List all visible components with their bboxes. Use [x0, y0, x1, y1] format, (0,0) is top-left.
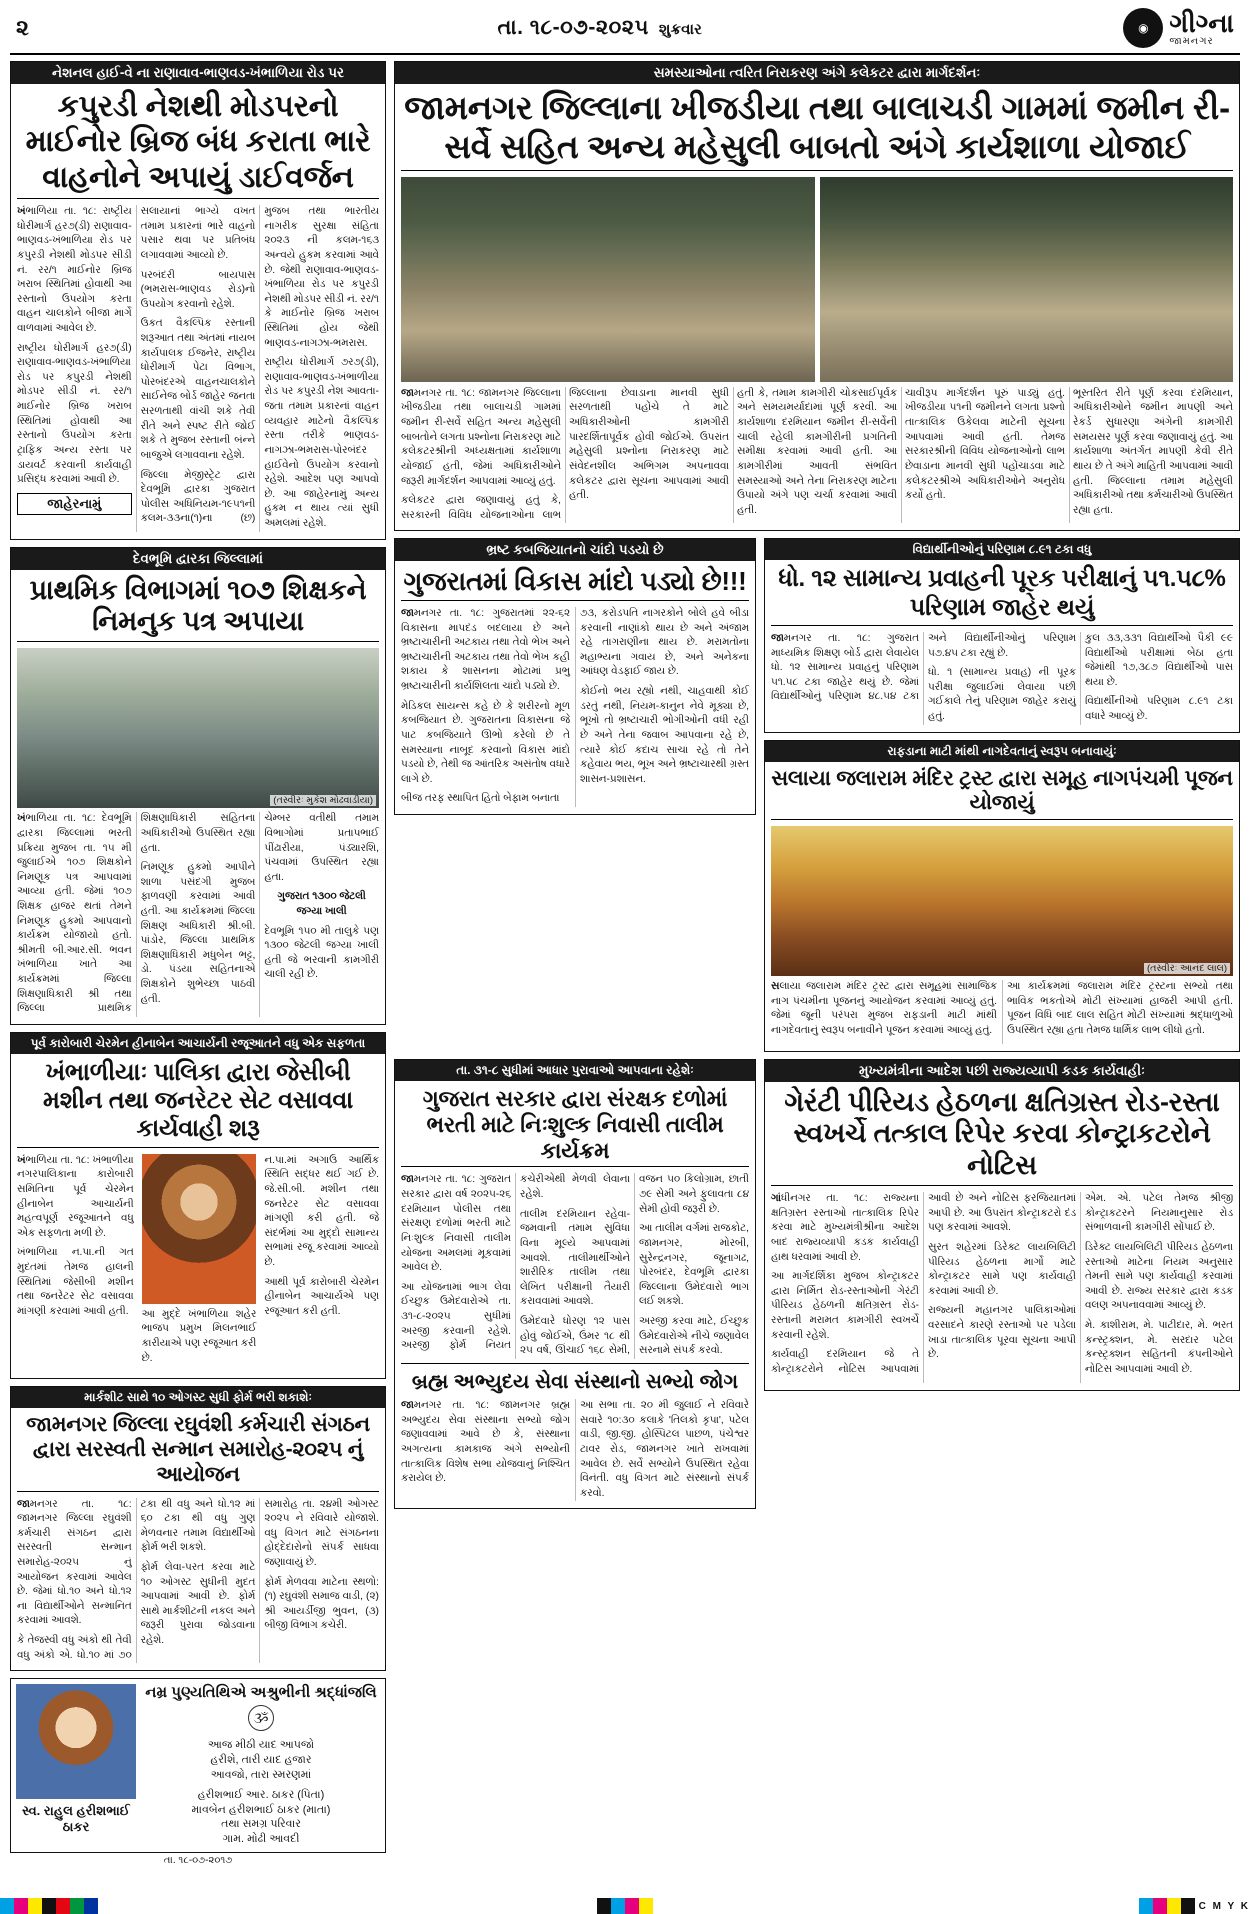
paragraph: ખંભાળિયા તા. ૧૮: દેવભૂમિ દ્વારકા જિલ્લામાં ભરતી પ્રક્રિયા મુજબ તા. ૧૫ મી જુલાઈએ ૧૦૭ શિક્ષકોને નિમણૂક પત્ર આપવામાં આવ્યા હતી. જેમાં ૧૦૭ શિક્ષક હાજર થતાં તેમને નિમણૂક હુકમો આપવાનો કાર્યક્રમ યોજાયો હતો. શ્રીમતી બી.આર.સી. ભવન ખંભાળિયા ખાતે આ કાર્યક્રમમાં જિલ્લા શિક્ષણાધિકારી શ્રી તથા જિલ્લા પ્રાથમિક શિક્ષણાધિકારી સહિતના અધિકારીઓ ઉપસ્થિત રહ્યા હતા.: [17, 813, 256, 1015]
paragraph: આથી પૂર્વ કારોબારી ચેરમેન હીનાબેન આચાર્યએ પણ રજૂઆત કરી હતી.: [264, 1276, 379, 1317]
paragraph: આ મુદ્દે ખંભાળિયા શહેર ભાજપ પ્રમુખ મિલનભાઈ કારીયાએ પણ રજૂઆત કરી છે.: [141, 1308, 257, 1364]
paragraph: અરજી કરવા માટે, ઈચ્છુક ઉમેદવારોએ નીચે જણાવેલ સરનામે સંપર્ક કરવો.: [639, 1315, 749, 1357]
paragraph: ઉકત વૈકલ્પિક રસ્તાની શરૂઆત તથા અંતમાં નાયબ કાર્યપાલક ઈજનેર, રાષ્ટ્રીય ધોરીમાર્ગ પેટા વિભાગ, પોરબંદરએ વાહનચાલકોને સાઈનેજ બોર્ડ જાહેર જનતા સરળતાથી વાંચી શકે તેવી રીતે અને સ્પષ્ટ રીતે જોઈ શકે તે મુજબ રસ્તાની બંન્ને બાજુએ લગાવવાના રહેશે.: [140, 318, 256, 461]
article-collector-kicker: સમસ્યાઓના ત્વરિત નિરાકરણ અંગે કલેકટર દ્વારા માર્ગદર્શનઃ: [395, 62, 1239, 84]
paragraph: જામનગર તા. ૧૮: ગુજરાત સરકાર દ્વારા વર્ષ ૨૦૨૫-૨૬ દરમિયાન પોલીસ તથા સંરક્ષણ દળોમાં ભરતી માટે નિઃશુલ્ક નિવાસી તાલીમ યોજના અમલમાં મૂકવામાં આવેલ છે.: [401, 1174, 511, 1274]
pull-quote: ગુજરાત ૧૩૦૦ જેટલી જગ્યા ખાલી: [277, 891, 366, 917]
paragraph: પરબંદરી બાયપાસ (ભમરાસ-ભાણવડ રોડ)નો ઉપયોગ કરવાનો રહેશે.: [140, 269, 256, 310]
paragraph: આ માર્ગદર્શિકા મુજબ કોન્ટ્રાકટર દ્વારા નિર્મિત રોડ-રસ્તાઓની ગેરંટી પીરિયડ હેઠળની ક્ષતિગ્રસ્ત રોડ-રસ્તાની મરામત કામગીરી સ્વખર્ચે કરવાની રહેશે.: [771, 1271, 919, 1341]
paragraph: દેવભૂમિ ૧૫૦ મી તાલુકે પણ ૧૩૦૦ જેટલી જગ્યા ખાલી હતી જે ભરવાની કામગીરી ચાલી રહી છે.: [264, 925, 379, 981]
colorbar-center: [417, 1898, 834, 1914]
logo-mark-icon: ◉: [1123, 8, 1163, 48]
paragraph: જામનગર તા. ૧૮: જામનગર બ્રહ્મ અભ્યુદય સેવા સંસ્થાના સભ્યો જોગ જણાવવામાં આવે છે કે, સંસ્થાના અગત્યના કામકાજ અંગે સભ્યોની તાત્કાલિક વિશેષ સભા યોજવાનું નિશ્ચિત કરાયેલ છે.: [401, 1400, 570, 1485]
obituary-date: તા. ૧૮-૦૭-૨૦૧૭: [163, 1855, 233, 1867]
article-collector: [394, 61, 1240, 531]
paragraph: કુલ ૩૩,૩૩૧ વિદ્યાર્થીઓ પૈકી ૯૯ વિદ્યાર્થીઓ પરીક્ષામાં બેઠા હતા જેમાંથી ૧૭,૩૮૭ વિદ્યાર્થીઓ પાસ થયા છે.: [1085, 632, 1233, 688]
paragraph: ભૂસ્તરિત રીતે પૂર્ણ કરવા દરમિયાન, અધિકારીઓને જમીન માપણી અને રેકર્ડ સુધારણા અંગેની કામગીરી સમયસર પૂર્ણ કરવા જણાવાયું હતું. આ કાર્યશાળા અંતર્ગત માપણી કેવી રીતે થાય છે તે અંગે માહિતી આપવામાં આવી હતી. જિલ્લાના તમામ મહેસુલી અધિકારીઓ તથા કર્મચારીઓ ઉપસ્થિત રહ્યા હતા.: [1073, 387, 1233, 516]
article-exam: [764, 538, 1240, 732]
paragraph: એમ. એ. પટેલ તેમજ શ્રીજી કોન્ટ્રાકટરને નિયમાનુસાર રોડ સંભાળવાની કામગીરી સોંપાઈ છે.: [1085, 1193, 1233, 1234]
logo-title: ગીગ્ના: [1169, 7, 1234, 38]
masthead: [10, 6, 1240, 55]
newspaper-logo: [1123, 8, 1234, 48]
article-exam-headline: ધો. ૧૨ સામાન્ય પ્રવાહની પૂરક પરીક્ષાનું ૫૧.૫૮% પરિણામ જાહેર થયું: [771, 565, 1233, 626]
article-guarantee: [764, 1059, 1240, 1391]
photo-caption: (તસ્વીરઃ મુકેશ મોઢવાડીયા): [270, 795, 376, 806]
paragraph: બીજ તરફ સ્થાપિત હિતો બેફામ બનાતા: [401, 793, 560, 805]
temple-photo: [771, 826, 1233, 976]
paragraph: જામનગર તા. ૧૮: જામનગર જિલ્લા રઘુવંશી કર્મચારી સંગઠન દ્વારા સરસ્વતી સન્માન સમારોહ-૨૦૨૫ નું આયોજન કરવામાં આવેલ છે. જેમાં ધો.૧૦ અને ધો.૧૨ ના વિદ્યાર્થીઓને સન્માનિત કરવામાં આવશે.: [17, 1498, 132, 1627]
paragraph: આ તાલીમ વર્ગમાં રાજકોટ, જામનગર, મોરબી, સુરેન્દ્રનગર, જૂનાગઢ, પોરબંદર, દેવભૂમિ દ્વારકા જિલ્લાના ઉમેદવારો ભાગ લઈ શકશે.: [639, 1223, 749, 1308]
paragraph: ડિરેક્ટ લાયબિલિટી પીરિયડ હેઠળના રસ્તાઓ માટેના નિયમ અનુસાર તેમની સામે પણ કાર્યવાહી કરવામાં આવી છે. રાજ્ય સરકાર દ્વારા કડક વલણ અપનાવવામાં આવ્યું છે.: [1085, 1242, 1233, 1312]
paragraph: મેડિકલ સાયન્સ કહે છે કે શરીરનો મૂળ કબજિયાત છે. ગુજરાતના વિકાસના જે પાટ કબજિયાતે ઊભો કરેલો છે તે સમસ્યાના નાબૂદ કરવાનો વિકાસ માંદો પડયો છે, તેથી જ આંતરિક અસંતોષ વધારે લાગે છે.: [401, 700, 570, 785]
paragraph: ન.પા.માં અગાઉ આર્થિક સ્થિતિ સદ્ધર થઈ ગઈ છે. જે.સી.બી. મશીન તથા જનરેટર સેટ વસાવવા માંગણી કરી હતી. જે સંદર્ભમાં આ મુદ્દો સામાન્ય સભામાં રજૂ કરવામાં આવ્યો છે.: [264, 1154, 379, 1269]
paragraph: વિદ્યાર્થીનીઓ પરિણામ ૮.૯૧ ટકા વધારે આવ્યું છે.: [1085, 696, 1233, 723]
paragraph: ખંભાળિયા તા. ૧૮: રાષ્ટ્રીય ધોરીમાર્ગ હર૭(ડી) રાણાવાવ-ભાણવડ-ખંભાળિયા રોડ પર કપુરડી નેશથી મોડપર સીડી નં. રર/૧ માઈનોર બ્રિજ ખરાબ સ્થિતિમાં હોવાથી આ રસ્તાનો ઉપયોગ કરતા વાહન ચાલકોને બીજા માર્ગે વાળવામાં આવેલ છે.: [17, 206, 132, 335]
article-marksheet-kicker: માર્કશીટ સાથે ૧૦ ઓગસ્ટ સુધી ફોર્મ ભરી શકાશેઃ: [11, 1387, 385, 1408]
article-teachers-kicker: દેવભૂમિ દ્વારકા જિલ્લામાં: [11, 548, 385, 570]
om-icon: ૐ: [248, 1705, 274, 1731]
obituary-family: ગામ. મોઢી આવદી: [222, 1833, 300, 1846]
article-jcb-headline: ખંભાળીયાઃ પાલિકા દ્વારા જેસીબી મશીન તથા જનરેટર સેટ વસાવવા કાર્યવાહી શરૂ: [17, 1059, 379, 1148]
article-jcb-kicker: પૂર્વ કારોબારી ચેરમેન હીનાબેન આચાર્યની રજૂઆતને વધુ એક સફળતા: [11, 1033, 385, 1054]
left-column: [10, 61, 386, 1866]
color-registration-bar: [0, 1898, 1250, 1914]
notice-label: જાહેરનામું: [17, 493, 132, 515]
paragraph: રાજ્યની મહાનગર પાલિકાઓમાં વરસાદને કારણે રસ્તાઓ પર પડેલા ખાડા તાત્કાલિક પૂરવા સૂચના આપી છે.: [928, 1305, 1076, 1361]
article-guarantee-headline: ગેરંટી પીરિયડ હેઠળના ક્ષતિગ્રસ્ત રોડ-રસ્તા સ્વખર્ચે તત્કાલ રિપેર કરવા કોન્ટ્રાકટરોને નોટિસ: [771, 1087, 1233, 1187]
colorbar-right: [833, 1898, 1250, 1914]
article-temple-headline: સલાયા જલારામ મંદિર ટ્રસ્ટ દ્વારા સમૂહ નાગપંચમી પૂજન યોજાયું: [771, 767, 1233, 821]
paragraph: જિલ્લા મેજીસ્ટ્રેટ દ્વારા દેવભૂમિ દ્વારકા ગુજરાત પોલીસ અધિનિયમ-૧૯૫૧ની કલમ-૩૩ના(૧)ના (છ) મુજબ તથા ભારતીય નાગરીક સુરક્ષા સંહિતા ૨૦૨૩ ની કલમ-૧૬૩ અન્વયે હુકમ કરવામાં આવે છે. જેથી રાણાવાવ-ભાણવડ-ખંભાળિયા રોડ પર કપુરડી નેશથી મોડપર સીડી નં. રર/૧ કે માઈનોર બ્રિજ ખરાબ સ્થિતિમાં હોય જેથી ભાણવડ-નાગઝા-ભમરાસ.: [140, 206, 379, 525]
paragraph: મે. કાશીરામ, મે. પાટીદાર, મે. ભરત કન્સ્ટ્રક્શન, મે. સરદાર પટેલ કન્સ્ટ્રક્શન સહિતની કંપનીઓને નોટિસ આપવામાં આવી છે.: [1085, 1320, 1233, 1375]
article-guarantee-kicker: મુખ્યમંત્રીના આદેશ પછી રાજ્યવ્યાપી કડક કાર્યવાહીઃ: [765, 1060, 1239, 1082]
article-corruption-kicker: ભ્રષ્ટ કબજિયાતનો ચાંદો પડયો છે: [395, 539, 755, 561]
article-aadhaar-headline: ગુજરાત સરકાર દ્વારા સંરક્ષક દળોમાં ભરતી માટે નિઃશુલ્ક નિવાસી તાલીમ કાર્યક્રમ: [401, 1086, 749, 1168]
article-aadhaar: [394, 1059, 756, 1510]
obituary-family: માવબેન હરીશભાઈ ઠાકર (માતા): [191, 1803, 331, 1816]
colorbar-left: [0, 1898, 417, 1914]
article-corruption-headline: ગુજરાતમાં વિકાસ માંદો પડ્યો છે!!!: [401, 566, 749, 601]
paragraph: સમારોહ તા. ૨૪મી ઓગસ્ટ ૨૦૨૫ ને રવિવારે યોજાશે. વધુ વિગત માટે સંગઠનના હોદ્દેદારોનો સંપર્ક સાધવા જણાવાયું છે.: [264, 1498, 379, 1568]
article-highway-headline: કપુરડી નેશથી મોડપરનો માઈનોર બ્રિજ બંધ કરાતા ભારે વાહનોને અપાયું ડાઈવર્જન: [17, 89, 379, 199]
article-highway: [10, 61, 386, 540]
paragraph: રાષ્ટ્રીય ધોરીમાર્ગ હર૭(ડી) રાણાવાવ-ભાણવડ-ખંભાળિયા રોડ પર કપુરડી નેશથી મોડપર સીડી નં. રર/૧ માઈનોર બ્રિજ ખરાબ સ્થિતિમાં હોવાથી આ રસ્તાનો ઉપયોગ કરતા ટ્રાફિક અન્ય રસ્તા પર ડાયવર્ટ કરવાની કાર્યવાહી પ્રસિદ્ધ કરવામાં આવી છે.: [17, 342, 132, 486]
article-collector-headline: જામનગર જિલ્લાના ખીજડીયા તથા બાલાચડી ગામમાં જમીન રી-સર્વે સહિત અન્ય મહેસુલી બાબતો અંગે કાર્યશાળા યોજાઈ: [401, 89, 1233, 171]
article-marksheet: [10, 1386, 386, 1671]
masthead-weekday: શુક્રવાર: [658, 21, 702, 38]
article-corruption: [394, 538, 756, 815]
paragraph: ફોર્મ મેળવવા માટેના સ્થળો: (૧) રઘુવંશી સમાજ વાડી, (૨) શ્રી આયર્ડીજી ભુવન, (૩) બીજી વિભાગ કચેરી.: [264, 1576, 379, 1632]
paragraph: કે તેજસ્વી વધુ અંકો થી તેવી વધુ અંકો એ. ધો.૧૦ માં ૭૦ ટકા થી વધુ અને ધો.૧૨ માં ૬૦ ટકા થી વધુ ગુણ મેળવનાર તમામ વિદ્યાર્થીઓ ફોર્મ ભરી શકશે.: [17, 1498, 256, 1661]
article-teachers: [10, 547, 386, 1025]
article-marksheet-headline: જામનગર જિલ્લા રઘુવંશી કર્મચારી સંગઠન દ્વારા સરસ્વતી સન્માન સમારોહ-૨૦૨૫ નું આયોજન: [17, 1413, 379, 1491]
collector-photo-2: [820, 177, 1234, 382]
logo-subtitle: જામનગર: [1169, 35, 1214, 47]
paragraph: સલાયાનાં ભાગ્યે વખત તમામ પ્રકારનાં ભારે વાહનો પસાર થવા પર પ્રતિબંધ લગાવવામાં આવ્યો છે.: [140, 206, 256, 261]
cmyk-label: C M Y K: [1198, 1900, 1250, 1912]
article-spiritual-headline: બ્રહ્મ અભ્યુદય સેવા સંસ્થાનો સભ્યો જોગ: [411, 1370, 739, 1393]
obituary-prefix: સ્વ.: [22, 1803, 41, 1819]
article-exam-kicker: વિદ્યાર્થીનીઓનું પરિણામ ૮.૯૧ ટકા વધુ: [765, 539, 1239, 560]
obituary-line: હરીશે, તારી યાદ હજાર: [210, 1754, 312, 1767]
article-temple: [764, 740, 1240, 1052]
paragraph: આ સભા તા. ૨૦ મી જુલાઈ ને રવિવારે સવારે ૧૦:૩૦ કલાકે 'તિલકો કૃપા', પટેલ વાડી, જી.જી. હોસ્પિટલ પાછળ, પંચેશ્વર ટાવર રોડ, જામનગર ખાતે રાખવામાં આવેલ છે. સર્વે સભ્યોને ઉપસ્થિત રહેવા વિનંતી. વધુ વિગત માટે સંસ્થાનો સંપર્ક કરવો.: [580, 1400, 749, 1499]
obituary-family: તથા સમગ્ર પરિવાર: [221, 1818, 301, 1831]
photo-caption: (તસ્વીરઃ આનંદ લાલ): [1144, 963, 1230, 974]
paragraph: જામનગર તા. ૧૮: ગુજરાત માધ્યમિક શિક્ષણ બોર્ડ દ્વારા લેવાયેલ ધો. ૧૨ સામાન્ય પ્રવાહનું પરિણામ ૫૧.૫૮ ટકા જાહેર થયું છે. જેમાં વિદ્યાર્થીઓનું પરિણામ ૪૮.૫૪ ટકા અને વિદ્યાર્થીનીઓનું પરિણામ ૫૭.૪૫ ટકા રહ્યું છે.: [771, 632, 1076, 703]
obituary-family: હરીશભાઈ આર. ઠાકર (પિતા): [197, 1788, 325, 1801]
paragraph: ધો. ૧ (સામાન્ય પ્રવાહ) ની પૂરક પરીક્ષા જુલાઈમાં લેવાયા પછી ગઈકાલે તેનું પરિણામ જાહેર કરાયું હતું.: [928, 667, 1076, 723]
paragraph: નિમણૂક હુકમો આપીને શાળા પસંદગી મુજબ ફાળવણી કરવામાં આવી હતી. આ કાર્યક્રમમાં જિલ્લા શિક્ષણ અધિકારી શ્રી.બી. પાંડોર, જિલ્લા પ્રાથમિક શિક્ષણાધિકારી મધુબેન ભટ્ટ, ડો. પંડયા સહિતનાએ શિક્ષકોને શુભેચ્છા પાઠવી હતી.: [140, 862, 256, 1005]
obituary-line: આવજો, તારા સ્મરણમાં: [210, 1768, 312, 1781]
paragraph: હતી કે, તમામ કામગીરી ચોકસાઈપૂર્વક અને સમયમર્યાદામાં પૂર્ણ કરવી. આ કાર્યશાળા દરમિયાન જમીન રી-સર્વેની ચાલી રહેલી કામગીરીની પ્રગતિની સમીક્ષા કરવામાં આવી હતી. આ કામગીરીમાં આવતી સંભવિત સમસ્યાઓ અને તેના નિરાકરણ માટેના ઉપાયો અંગે પણ ચર્ચા કરવામાં આવી હતી.: [737, 387, 897, 516]
paragraph: ખંભાળિયા તા. ૧૮: ખંભાળીયા નગરપાલિકાના કારોબારી સમિતિના પૂર્વ ચેરમેન હીનાબેન આચાર્યની મહત્વપૂર્ણ રજૂઆતને વધુ એક સફળતા મળી છે.: [17, 1154, 134, 1239]
paragraph: કાર્યવાહી દરમિયાન જે તે કોન્ટ્રાકટરોને નોટિસ આપવામાં આવી છે અને નોટિસ ફરજિયાતમાં આપી છે. આ ઉપરાંત કોન્ટ્રાકટરો દંડ પણ કરવામાં આવશે.: [771, 1193, 1076, 1375]
article-jcb: [10, 1032, 386, 1379]
teachers-photo: [17, 648, 379, 808]
paragraph: ખંભાળિયા ન.પા.ની ગત મુદતમાં તેમજ હાલની સ્થિતિમાં જેસીબી મશીન તથા જનરેટર સેટ વસાવવા માંગણી કરવામાં આવી હતી.: [17, 1247, 134, 1317]
paragraph: સુરત શહેરમાં ડિરેક્ટ લાયબિલિટી પીરિયડ હેઠળના માર્ગો માટે કોન્ટ્રાકટર સામે પણ કાર્યવાહી કરવામાં આવી છે.: [928, 1242, 1076, 1297]
article-highway-kicker: નેશનલ હાઈ-વે ના રાણાવાવ-ભાણવડ-ખંભાળિયા રોડ પર: [11, 62, 385, 84]
paragraph: આ કાર્યક્રમમાં જલારામ મંદિર ટ્રસ્ટના સભ્યો તથા ભાવિક ભકતોએ મોટી સંખ્યામાં હાજરી આપી હતી. પૂજન વિધિ બાદ લાલ સહિત મોટી સંખ્યામાં શ્રદ્ધાળુઓ ઉપસ્થિત રહ્યા હતા તેમજ ધાર્મિક લાભ લીધો હતો.: [1007, 981, 1233, 1036]
article-temple-kicker: રાફડાના માટી માંથી નાગદેવતાનું સ્વરૂપ બનાવાયુંઃ: [765, 741, 1239, 762]
right-column: [394, 61, 1240, 1866]
paragraph: ફોર્મ લેવા-પરત કરવા માટે ૧૦ ઓગસ્ટ સુધીની મુદત આપવામાં આવી છે. ફોર્મ સાથે માર્કશીટની નકલ અને જરૂરી પુરાવા જોડવાના રહેશે.: [140, 1561, 256, 1646]
masthead-date: તા. ૧૮-૦૭-૨૦૨૫: [497, 16, 649, 39]
paragraph: રાષ્ટ્રીય ધોરીમાર્ગ ૭ર૭(ડી), રાણાવાવ-ભાણવડ-ખંભાળીયા રોડ પર કપુરડી નેશ આવતા-જતા તમામ પ્રકારનાં વાહન વ્યવહાર માટેનો વૈકલ્પિક રસ્તા તરીકે ભાણવડ-નાગઝા-ભમરાસ-પોરબંદર હાઈવેનો ઉપયોગ કરવાનો રહેશે. આદેશ પણ આપવો છે. આ જાહેરનામું અન્ય હુકમ ન થાય ત્યાં સુધી અમલમાં રહેશે.: [264, 357, 379, 529]
paragraph: જામનગર તા. ૧૮: ગુજરાતમાં ૨૨-૬૨ વિકાસના માપદંડ બદલાયા છે અને ભ્રષ્ટાચારીની અટકાય તથા તેવો ભેખ અને ભ્રષ્ટાચારીની અટકાય તથા તેવો ભેખ કહી શકાય કે શાસનના મોટામાં પ્રભુ ભ્રષ્ટાચારીની કાર્યશિલતા ચાંદો પડ્યો છે.: [401, 608, 570, 693]
obituary-photo: [16, 1684, 136, 1799]
paragraph: કોઈનો ભય રહ્યો નથી, ચાહવાથી કોઈ ડરતું નથી, નિયમ-કાનુન નેવે મૂક્યા છે, ભૂખો તો ભ્રષ્ટાચારી ભોગીઓની વધી રહી છે અને તેના જવાબ આપવાના રહે છે, ત્યારે કોઈ કદાચ સાચા રહે તો તેને કહેવાય ભય, ભૂખ અને ભ્રષ્ટાચારથી ગ્રસ્ત શાસન-પ્રશાસન.: [580, 686, 749, 785]
jcb-portrait-photo: [142, 1154, 257, 1304]
paragraph: ચેમ્બર વતીથી તમામ વિભાગોમાં પ્રતાપભાઈ પીંઢારીયા, પંડ્યારશિ, પંચવામાં ઉપસ્થિત રહ્યા હતા.: [264, 813, 379, 883]
paragraph: કલેકટર દ્વારા જણાવાયું હતું કે, સરકારની વિવિધ યોજનાઓના લાભ જિલ્લાના છેવાડાના માનવી સુધી સરળતાથી પહોંચે તે માટે અધિકારીઓની કામગીરી પારદર્શિતાપૂર્વક હોવી જોઈએ. ઉપરાંત મહેસુલી પ્રશ્નોના નિરાકરણ માટે સંવેદનશીલ અભિગમ અપનાવવા કલેકટર દ્વારા સૂચના આપવામાં આવી હતી.: [401, 387, 729, 521]
obituary-name: રાહુલ હરીશભાઈ ઠાકર: [43, 1803, 130, 1835]
obituary-notice: [10, 1678, 386, 1853]
paragraph: ૭૩, કરોડપતિ નાગરકોને બોલે હવે બીડા કરવાની નાણાંકો થાય છે અને અંજામ રહે તાગરાણીના થાય છે. મરામતોના મહાભ્યના ગવાય છે, અને અનેકના આંધણ વેડફાઈ જાય છે.: [580, 608, 749, 678]
obituary-line: આજ મીઠી યાદ આપજો: [207, 1739, 315, 1752]
paragraph: ગાંધીનગર તા. ૧૮: રાજ્યના ક્ષતિગ્રસ્ત રસ્તાઓ તાત્કાલિક રિપેર કરવા માટે મુખ્યમંત્રીશ્રીના આદેશ બાદ રાજ્યવ્યાપી કડક કાર્યવાહી હાથ ધરવામાં આવી છે.: [771, 1193, 919, 1263]
paragraph: સલાયા જલારામ મંદિર ટ્રસ્ટ દ્વારા સમૂહમાં સામાજિક નાગ પંચમીના પૂજનનું આયોજન કરવામાં આવ્યું હતું. જેમાં જૂની પરંપરા મુજબ રાફડાની માટી માંથી નાગદેવતાનું સ્વરૂપ બનાવીને પૂજન કરવામાં આવ્યું હતું.: [771, 981, 997, 1036]
paragraph: જામનગર તા. ૧૮: જામનગર જિલ્લાના ખીજડીયા તથા બાલાચડી ગામમાં જમીન રી-સર્વે સહિત અન્ય મહેસુલી બાબતોને લગતા પ્રશ્નોના નિરાકરણ માટે કલેકટરશ્રીની અધ્યક્ષતામાં કાર્યશાળા યોજાઈ હતી, જેમાં અધિકારીઓને જરૂરી માર્ગદર્શન આપવામાં આવ્યું હતું.: [401, 387, 561, 487]
obituary-title: નમ્ર પુણ્યતિથિએ અશ્રુભીની શ્રદ્ધાંજલિ: [145, 1684, 377, 1702]
article-teachers-headline: પ્રાથમિક વિભાગમાં ૧૦૭ શિક્ષકને નિમનુક પત્ર અપાયા: [17, 575, 379, 643]
paragraph: આ યોજનામાં ભાગ લેવા ઈચ્છુક ઉમેદવારોએ તા. ૩૧-૮-૨૦૨૫ સુધીમાં અરજી કરવાની રહેશે. અરજી ફોર્મ નિયત કચેરીએથી મેળવી લેવાના રહેશે.: [401, 1174, 630, 1352]
page-number: ૨: [16, 15, 29, 40]
paragraph: તાલીમ દરમિયાન રહેવા-જમવાની તમામ સુવિધા વિના મૂલ્યે આપવામાં આવશે. તાલીમાર્થીઓને શારીરિક તાલીમ તથા લેખિત પરીક્ષાની તૈયારી કરાવવામાં આવશે.: [520, 1208, 630, 1308]
paragraph: ચાવીરૂપ માર્ગદર્શન પૂરું પાડ્યું હતું. ખીજડીયા ૫૧ની જમીનને લગતા પ્રશ્નો તાત્કાલિક ઉકેલવા માટેની સૂચના આપવામાં આવી હતી. તેમજ સરકારશ્રીની વિવિધ યોજનાઓનો લાભ છેવાડાના માનવી સુધી પહોંચાડવા માટે કલેકટરશ્રીએ અધિકારીઓને અનુરોધ કર્યો હતો.: [905, 387, 1065, 502]
paragraph: ઉમેદવારે ધોરણ ૧૨ પાસ હોવું જોઈએ, ઉંમર ૧૮ થી ૨૫ વર્ષ, ઊંચાઈ ૧૬૮ સેમી, વજન ૫૦ કિલોગ્રામ, છાતી ૭૯ સેમી અને ફુલાવતા ૮૪ સેમી હોવી જરૂરી છે.: [520, 1174, 749, 1357]
collector-photo-1: [401, 177, 815, 382]
article-aadhaar-kicker: તા. ૩૧-૮ સુધીમાં આધાર પુરાવાઓ આપવાના રહેશેઃ: [395, 1060, 755, 1081]
